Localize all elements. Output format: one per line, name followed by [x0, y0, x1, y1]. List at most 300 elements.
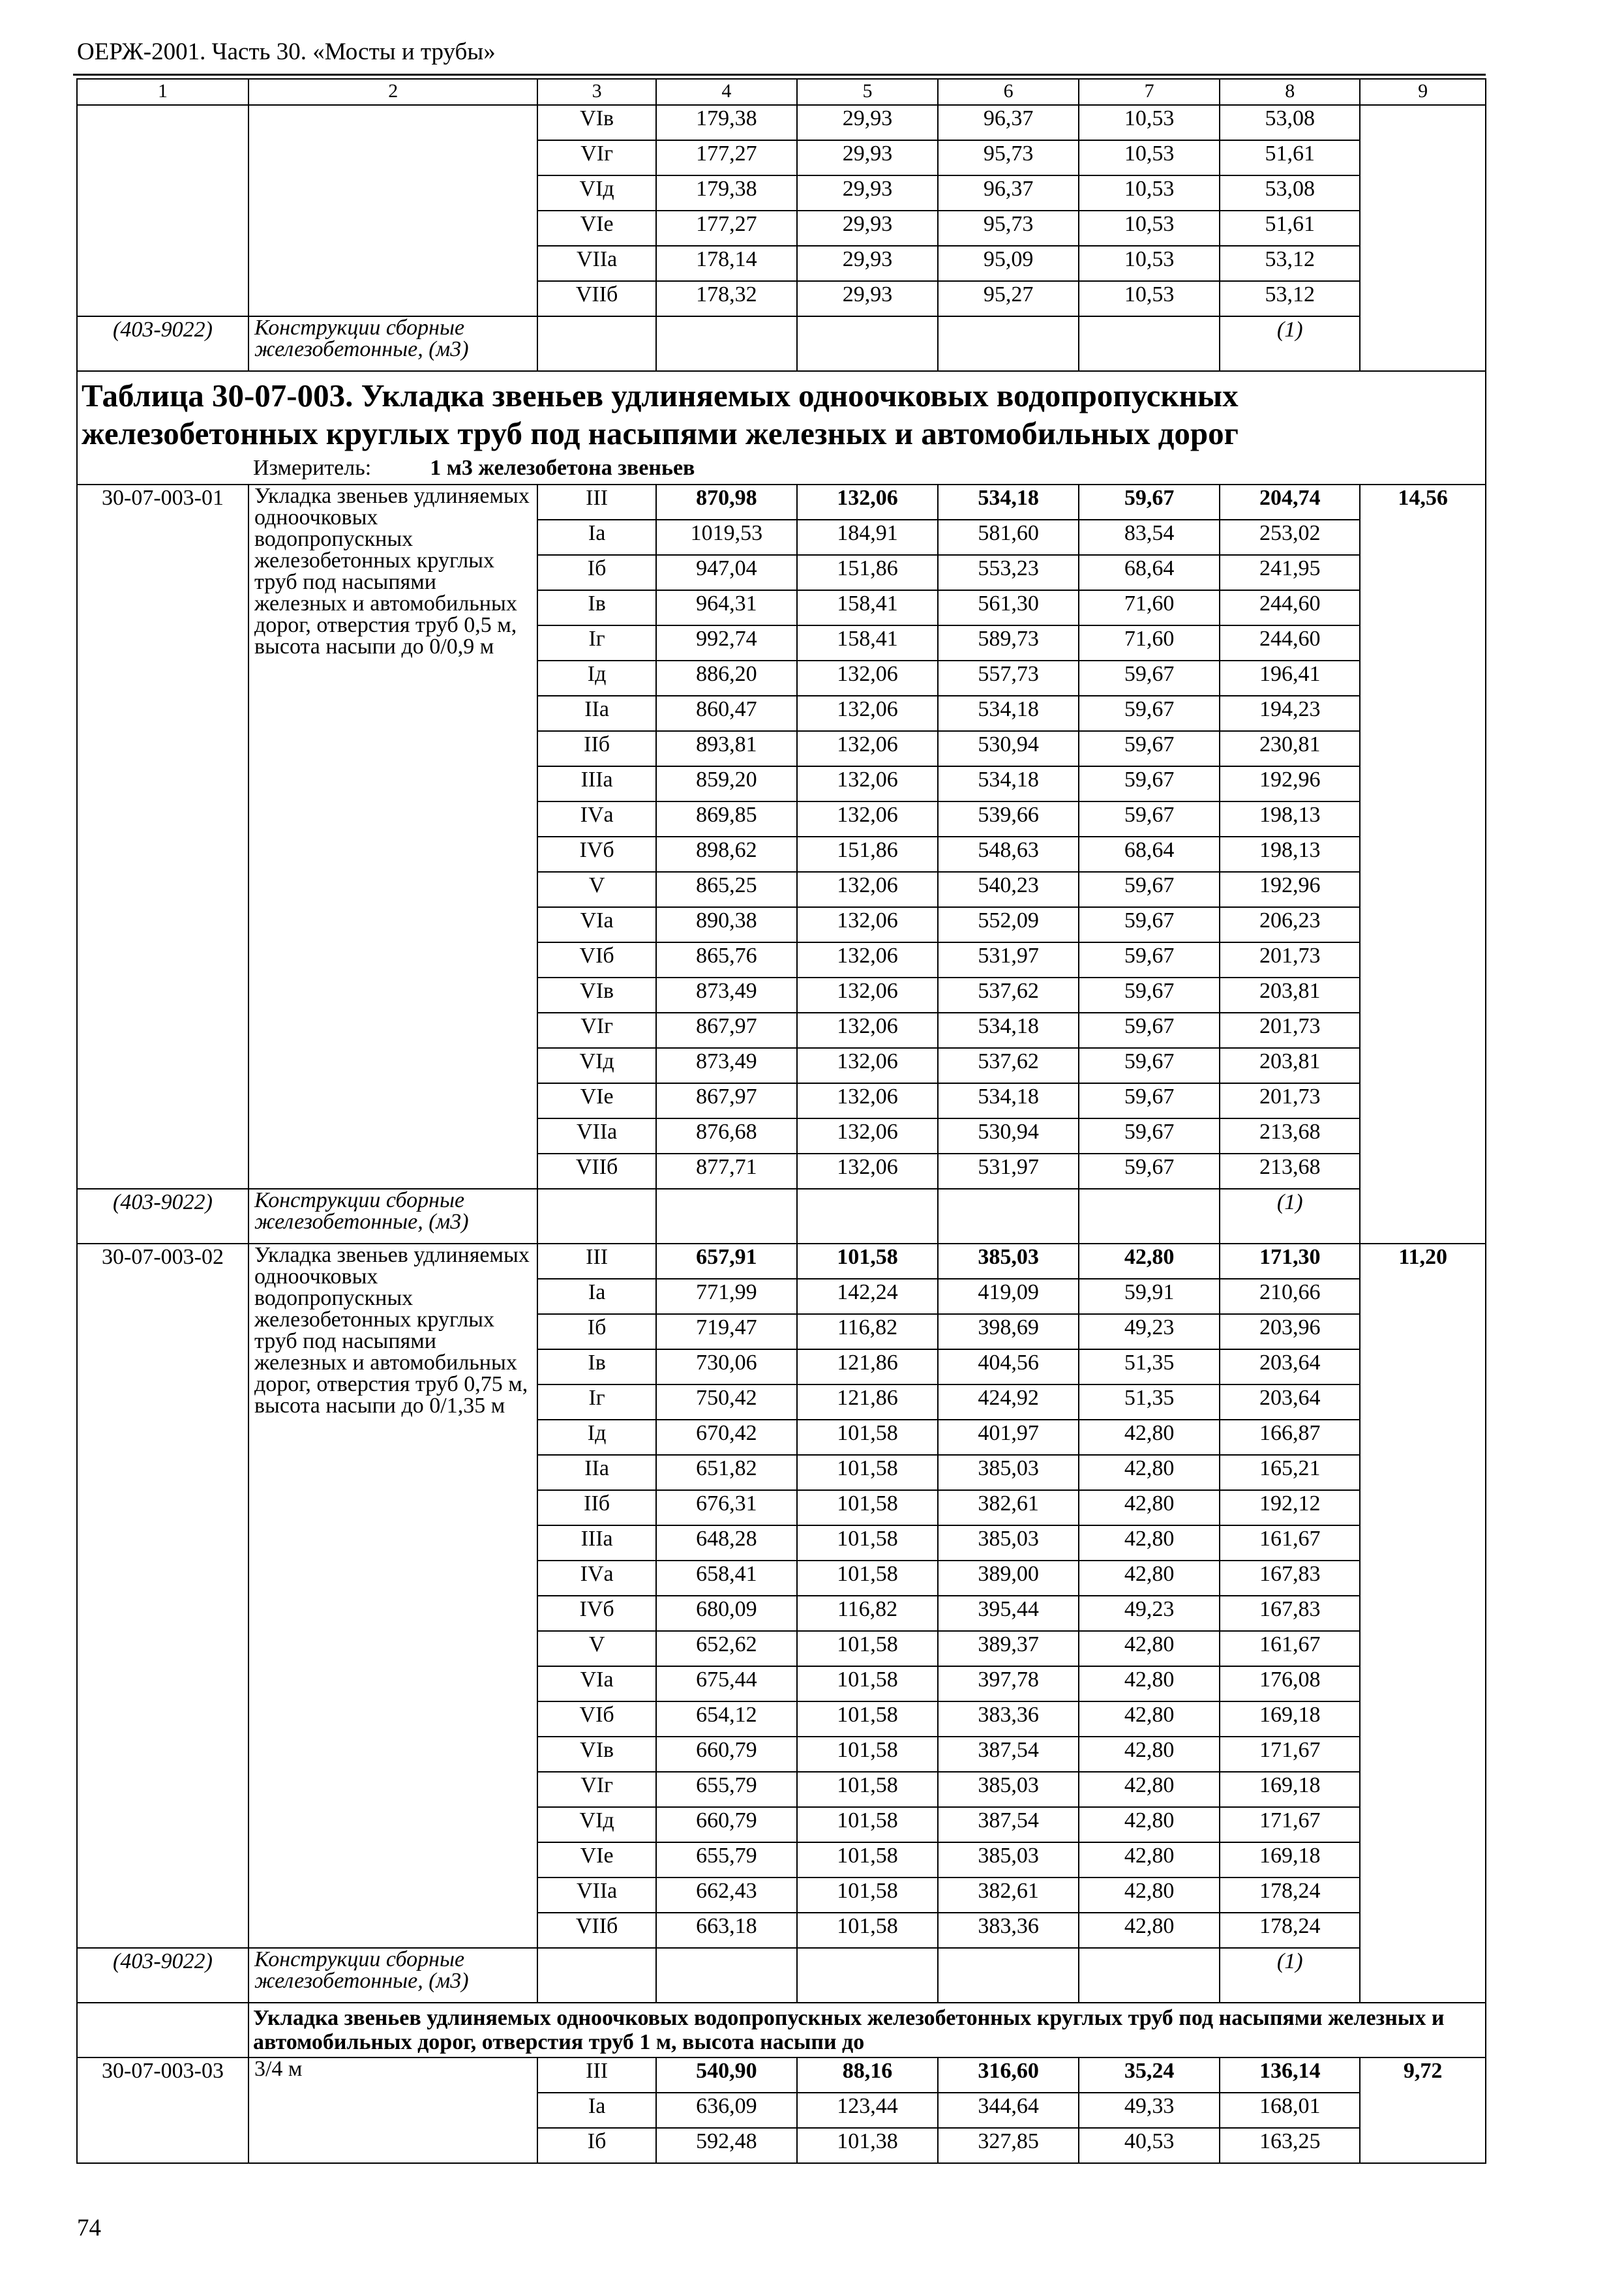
empty-cell: [537, 1189, 655, 1244]
value-cell: 101,58: [797, 1913, 938, 1948]
value-cell: 121,86: [797, 1384, 938, 1420]
value-cell: 557,73: [938, 661, 1079, 696]
note-row: [77, 1948, 1486, 2003]
column-number-cell: 4: [656, 79, 797, 105]
value-cell: 244,60: [1220, 590, 1360, 625]
value-cell: 101,58: [797, 1701, 938, 1737]
value-cell: 552,09: [938, 907, 1079, 942]
value-cell: 171,67: [1220, 1807, 1360, 1842]
table-title-cell: [77, 371, 1486, 485]
resource-code: (403-9022): [77, 316, 248, 371]
value-cell: 660,79: [656, 1807, 797, 1842]
region-cell: VIг: [537, 140, 655, 175]
column-number-cell: 6: [938, 79, 1079, 105]
region-cell: VIб: [537, 1701, 655, 1737]
column-number-row: [77, 79, 1486, 105]
value-cell: 389,00: [938, 1561, 1079, 1596]
value-cell: 101,58: [797, 1244, 938, 1279]
value-cell: 10,53: [1079, 211, 1220, 246]
region-cell: VIIа: [537, 1118, 655, 1154]
value-cell: 947,04: [656, 555, 797, 590]
value-cell: 177,27: [656, 211, 797, 246]
value-cell: 132,06: [797, 766, 938, 801]
value-cell: 96,37: [938, 105, 1079, 140]
value-cell: 51,35: [1079, 1384, 1220, 1420]
position-code: 30-07-003-01: [77, 485, 248, 1189]
empty-cell: [797, 316, 938, 371]
value-cell: 101,58: [797, 1631, 938, 1666]
value-cell: 652,62: [656, 1631, 797, 1666]
value-cell: 213,68: [1220, 1154, 1360, 1189]
value-cell: 132,06: [797, 1154, 938, 1189]
value-cell: 198,13: [1220, 801, 1360, 837]
note-row: [77, 1189, 1486, 1244]
region-cell: VIб: [537, 942, 655, 978]
table-row: [77, 1244, 1486, 1279]
value-cell: 395,44: [938, 1596, 1079, 1631]
value-cell: 196,41: [1220, 661, 1360, 696]
value-cell: 10,53: [1079, 140, 1220, 175]
position-description: Укладка звеньев удлиняемых одноочковых водопропускных железобетонных круглых труб под насыпями железных и автомобильных дорог, отверстия труб 0,75 м, высота насыпи до 0/1,35 м: [248, 1244, 537, 1948]
value-cell: 385,03: [938, 1772, 1079, 1807]
region-cell: VIа: [537, 907, 655, 942]
value-cell: 132,06: [797, 1048, 938, 1083]
value-cell: 1019,53: [656, 520, 797, 555]
value-cell: 540,90: [656, 2057, 797, 2093]
value-cell: 42,80: [1079, 1913, 1220, 1948]
table-title: Таблица 30-07-003. Укладка звеньев удлиняемых одноочковых водопропускных железобетонных круглых труб под насыпями железных и автомобильных дорог: [82, 378, 1239, 451]
region-cell: IIа: [537, 1455, 655, 1490]
value-cell: 101,58: [797, 1878, 938, 1913]
value-cell: 534,18: [938, 696, 1079, 731]
empty-cell: [77, 105, 248, 316]
value-cell: 663,18: [656, 1913, 797, 1948]
value-cell: 151,86: [797, 555, 938, 590]
running-header: ОЕРЖ-2001. Часть 30. «Мосты и трубы»: [77, 38, 496, 65]
value-cell: 873,49: [656, 1048, 797, 1083]
value-cell: 194,23: [1220, 696, 1360, 731]
resource-quantity: (1): [1220, 316, 1360, 371]
region-cell: IIб: [537, 731, 655, 766]
value-cell: 530,94: [938, 1118, 1079, 1154]
value-cell: 101,58: [797, 1561, 938, 1596]
value-cell: 176,08: [1220, 1666, 1360, 1701]
value-cell: 10,53: [1079, 246, 1220, 281]
column-number-cell: 2: [248, 79, 537, 105]
region-cell: VIе: [537, 211, 655, 246]
value-cell: 166,87: [1220, 1420, 1360, 1455]
value-cell: 867,97: [656, 1083, 797, 1118]
rates-table: [76, 78, 1486, 2164]
region-cell: VIг: [537, 1013, 655, 1048]
value-cell: 101,58: [797, 1525, 938, 1561]
value-cell: 29,93: [797, 175, 938, 211]
value-cell: 316,60: [938, 2057, 1079, 2093]
value-cell: 327,85: [938, 2128, 1079, 2163]
region-cell: IIб: [537, 1490, 655, 1525]
value-cell: 206,23: [1220, 907, 1360, 942]
header-rule: [73, 74, 1486, 76]
value-cell: 95,09: [938, 246, 1079, 281]
value-cell: 870,98: [656, 485, 797, 520]
value-cell: 385,03: [938, 1244, 1079, 1279]
value-cell: 648,28: [656, 1525, 797, 1561]
value-cell: 123,44: [797, 2093, 938, 2128]
region-cell: IIIа: [537, 766, 655, 801]
value-cell: 101,58: [797, 1772, 938, 1807]
empty-cell: [248, 105, 537, 316]
value-cell: 424,92: [938, 1384, 1079, 1420]
value-cell: 177,27: [656, 140, 797, 175]
value-cell: 553,23: [938, 555, 1079, 590]
value-cell: 404,56: [938, 1349, 1079, 1384]
value-cell: 192,12: [1220, 1490, 1360, 1525]
value-cell: 59,67: [1079, 801, 1220, 837]
value-cell: 59,67: [1079, 766, 1220, 801]
value-cell: 201,73: [1220, 942, 1360, 978]
value-cell: 385,03: [938, 1842, 1079, 1878]
empty-cell: [938, 316, 1079, 371]
value-cell: 385,03: [938, 1525, 1079, 1561]
empty-cell: [1079, 316, 1220, 371]
value-cell: 675,44: [656, 1666, 797, 1701]
value-cell: 387,54: [938, 1807, 1079, 1842]
value-cell: 42,80: [1079, 1666, 1220, 1701]
value-cell: 537,62: [938, 1048, 1079, 1083]
value-cell: 230,81: [1220, 731, 1360, 766]
value-cell: 132,06: [797, 485, 938, 520]
value-cell: 680,09: [656, 1596, 797, 1631]
region-cell: VIIа: [537, 246, 655, 281]
position-code: 30-07-003-03: [77, 2057, 248, 2163]
value-cell: 179,38: [656, 105, 797, 140]
empty-cell: [1079, 1948, 1220, 2003]
subheading-text: Укладка звеньев удлиняемых одноочковых водопропускных железобетонных круглых труб под насыпями железных и автомобильных дорог, отверстия труб 1 м, высота насыпи до: [248, 2003, 1486, 2057]
value-cell: 101,58: [797, 1807, 938, 1842]
value-cell: 534,18: [938, 485, 1079, 520]
region-cell: IVб: [537, 837, 655, 872]
empty-cell: [656, 1948, 797, 2003]
value-cell: 387,54: [938, 1737, 1079, 1772]
value-cell: 53,12: [1220, 281, 1360, 316]
value-cell: 730,06: [656, 1349, 797, 1384]
region-cell: VIIа: [537, 1878, 655, 1913]
value-cell: 161,67: [1220, 1631, 1360, 1666]
value-cell: 132,06: [797, 661, 938, 696]
empty-cell: [537, 1948, 655, 2003]
value-cell: 42,80: [1079, 1631, 1220, 1666]
value-cell: 29,93: [797, 211, 938, 246]
value-cell: 561,30: [938, 590, 1079, 625]
value-cell: 658,41: [656, 1561, 797, 1596]
value-cell: 662,43: [656, 1878, 797, 1913]
empty-cell: [797, 1948, 938, 2003]
value-cell: 95,73: [938, 211, 1079, 246]
value-cell: 210,66: [1220, 1279, 1360, 1314]
value-cell: 203,64: [1220, 1349, 1360, 1384]
region-cell: Iб: [537, 1314, 655, 1349]
value-cell: 68,64: [1079, 555, 1220, 590]
resource-code: (403-9022): [77, 1189, 248, 1244]
value-cell: 42,80: [1079, 1525, 1220, 1561]
value-cell: 178,32: [656, 281, 797, 316]
value-cell: 203,64: [1220, 1384, 1360, 1420]
value-cell: 241,95: [1220, 555, 1360, 590]
value-cell: 204,74: [1220, 485, 1360, 520]
value-cell: 49,23: [1079, 1596, 1220, 1631]
labor-cost: 11,20: [1360, 1244, 1486, 2003]
value-cell: 171,30: [1220, 1244, 1360, 1279]
value-cell: 531,97: [938, 1154, 1079, 1189]
region-cell: VIг: [537, 1772, 655, 1807]
value-cell: 59,67: [1079, 1083, 1220, 1118]
column-number-cell: 1: [77, 79, 248, 105]
empty-cell: [938, 1948, 1079, 2003]
region-cell: Iб: [537, 2128, 655, 2163]
value-cell: 49,33: [1079, 2093, 1220, 2128]
value-cell: 83,54: [1079, 520, 1220, 555]
value-cell: 171,67: [1220, 1737, 1360, 1772]
region-cell: IVб: [537, 1596, 655, 1631]
value-cell: 660,79: [656, 1737, 797, 1772]
region-cell: VIа: [537, 1666, 655, 1701]
resource-code: (403-9022): [77, 1948, 248, 2003]
resource-quantity: (1): [1220, 1189, 1360, 1244]
region-cell: IIIа: [537, 1525, 655, 1561]
value-cell: 203,81: [1220, 1048, 1360, 1083]
value-cell: 869,85: [656, 801, 797, 837]
value-cell: 382,61: [938, 1490, 1079, 1525]
value-cell: 383,36: [938, 1701, 1079, 1737]
value-cell: 132,06: [797, 872, 938, 907]
region-cell: Iд: [537, 661, 655, 696]
value-cell: 42,80: [1079, 1737, 1220, 1772]
value-cell: 859,20: [656, 766, 797, 801]
value-cell: 867,97: [656, 1013, 797, 1048]
value-cell: 29,93: [797, 105, 938, 140]
value-cell: 142,24: [797, 1279, 938, 1314]
resource-name: Конструкции сборные железобетонные, (м3): [248, 1948, 537, 2003]
value-cell: 10,53: [1079, 175, 1220, 211]
resource-quantity: (1): [1220, 1948, 1360, 2003]
value-cell: 192,96: [1220, 872, 1360, 907]
value-cell: 158,41: [797, 625, 938, 661]
value-cell: 116,82: [797, 1596, 938, 1631]
meter-value: 1 м3 железобетона звеньев: [430, 456, 695, 480]
value-cell: 101,58: [797, 1842, 938, 1878]
region-cell: III: [537, 2057, 655, 2093]
value-cell: 876,68: [656, 1118, 797, 1154]
value-cell: 873,49: [656, 978, 797, 1013]
subheading-row: [77, 2003, 1486, 2057]
value-cell: 169,18: [1220, 1701, 1360, 1737]
region-cell: Iг: [537, 1384, 655, 1420]
region-cell: V: [537, 872, 655, 907]
region-cell: IVа: [537, 801, 655, 837]
value-cell: 534,18: [938, 1083, 1079, 1118]
value-cell: 59,67: [1079, 696, 1220, 731]
value-cell: 382,61: [938, 1878, 1079, 1913]
value-cell: 198,13: [1220, 837, 1360, 872]
value-cell: 132,06: [797, 731, 938, 766]
value-cell: 178,24: [1220, 1913, 1360, 1948]
value-cell: 101,58: [797, 1490, 938, 1525]
value-cell: 655,79: [656, 1842, 797, 1878]
value-cell: 178,14: [656, 246, 797, 281]
column-number-cell: 8: [1220, 79, 1360, 105]
value-cell: 132,06: [797, 1013, 938, 1048]
table-row: [77, 485, 1486, 520]
value-cell: 42,80: [1079, 1490, 1220, 1525]
value-cell: 158,41: [797, 590, 938, 625]
value-cell: 771,99: [656, 1279, 797, 1314]
value-cell: 88,16: [797, 2057, 938, 2093]
value-cell: 530,94: [938, 731, 1079, 766]
region-cell: Iв: [537, 1349, 655, 1384]
region-cell: VIв: [537, 1737, 655, 1772]
value-cell: 101,58: [797, 1737, 938, 1772]
meter-label: Измеритель:: [253, 456, 372, 480]
value-cell: 51,35: [1079, 1349, 1220, 1384]
value-cell: 68,64: [1079, 837, 1220, 872]
empty-cell: [656, 1189, 797, 1244]
value-cell: 203,81: [1220, 978, 1360, 1013]
region-cell: Iа: [537, 520, 655, 555]
value-cell: 53,08: [1220, 105, 1360, 140]
value-cell: 101,58: [797, 1455, 938, 1490]
region-cell: VIIб: [537, 281, 655, 316]
empty-cell: [1079, 1189, 1220, 1244]
value-cell: 192,96: [1220, 766, 1360, 801]
value-cell: 71,60: [1079, 590, 1220, 625]
region-cell: IIа: [537, 696, 655, 731]
value-cell: 531,97: [938, 942, 1079, 978]
value-cell: 898,62: [656, 837, 797, 872]
region-cell: VIд: [537, 175, 655, 211]
value-cell: 893,81: [656, 731, 797, 766]
value-cell: 59,67: [1079, 942, 1220, 978]
value-cell: 534,18: [938, 1013, 1079, 1048]
empty-cell: [797, 1189, 938, 1244]
value-cell: 95,27: [938, 281, 1079, 316]
value-cell: 636,09: [656, 2093, 797, 2128]
value-cell: 136,14: [1220, 2057, 1360, 2093]
empty-cell: [656, 316, 797, 371]
value-cell: 201,73: [1220, 1083, 1360, 1118]
resource-name: Конструкции сборные железобетонные, (м3): [248, 1189, 537, 1244]
value-cell: 59,67: [1079, 907, 1220, 942]
table-title-row: [77, 371, 1486, 485]
value-cell: 890,38: [656, 907, 797, 942]
value-cell: 53,12: [1220, 246, 1360, 281]
value-cell: 163,25: [1220, 2128, 1360, 2163]
value-cell: 71,60: [1079, 625, 1220, 661]
value-cell: 101,58: [797, 1666, 938, 1701]
position-description: 3/4 м: [248, 2057, 537, 2163]
value-cell: 540,23: [938, 872, 1079, 907]
value-cell: 581,60: [938, 520, 1079, 555]
value-cell: 35,24: [1079, 2057, 1220, 2093]
column-number-cell: 7: [1079, 79, 1220, 105]
value-cell: 151,86: [797, 837, 938, 872]
region-cell: VIд: [537, 1807, 655, 1842]
value-cell: 385,03: [938, 1455, 1079, 1490]
value-cell: 42,80: [1079, 1561, 1220, 1596]
value-cell: 539,66: [938, 801, 1079, 837]
region-cell: VIе: [537, 1083, 655, 1118]
table-row: [77, 105, 1486, 140]
value-cell: 860,47: [656, 696, 797, 731]
value-cell: 40,53: [1079, 2128, 1220, 2163]
column-number-cell: 3: [537, 79, 655, 105]
value-cell: 132,06: [797, 696, 938, 731]
value-cell: 96,37: [938, 175, 1079, 211]
position-code: 30-07-003-02: [77, 1244, 248, 1948]
value-cell: 42,80: [1079, 1701, 1220, 1737]
empty-cell: [77, 2003, 248, 2057]
value-cell: 537,62: [938, 978, 1079, 1013]
table-row: [77, 2057, 1486, 2093]
value-cell: 654,12: [656, 1701, 797, 1737]
value-cell: 42,80: [1079, 1807, 1220, 1842]
value-cell: 592,48: [656, 2128, 797, 2163]
value-cell: 964,31: [656, 590, 797, 625]
value-cell: 201,73: [1220, 1013, 1360, 1048]
value-cell: 750,42: [656, 1384, 797, 1420]
column-number-cell: 5: [797, 79, 938, 105]
region-cell: Iа: [537, 2093, 655, 2128]
value-cell: 383,36: [938, 1913, 1079, 1948]
region-cell: Iг: [537, 625, 655, 661]
region-cell: Iб: [537, 555, 655, 590]
value-cell: 121,86: [797, 1349, 938, 1384]
value-cell: 49,23: [1079, 1314, 1220, 1349]
value-cell: 59,67: [1079, 978, 1220, 1013]
value-cell: 59,67: [1079, 872, 1220, 907]
value-cell: 132,06: [797, 942, 938, 978]
empty-cell: [1360, 105, 1486, 371]
value-cell: 132,06: [797, 1118, 938, 1154]
labor-cost: 9,72: [1360, 2057, 1486, 2163]
region-cell: Iд: [537, 1420, 655, 1455]
page-number: 74: [77, 2215, 101, 2241]
value-cell: 184,91: [797, 520, 938, 555]
value-cell: 132,06: [797, 978, 938, 1013]
value-cell: 10,53: [1079, 105, 1220, 140]
region-cell: III: [537, 1244, 655, 1279]
value-cell: 397,78: [938, 1666, 1079, 1701]
value-cell: 42,80: [1079, 1772, 1220, 1807]
value-cell: 132,06: [797, 907, 938, 942]
value-cell: 29,93: [797, 246, 938, 281]
value-cell: 116,82: [797, 1314, 938, 1349]
region-cell: Iв: [537, 590, 655, 625]
value-cell: 51,61: [1220, 140, 1360, 175]
region-cell: VIе: [537, 1842, 655, 1878]
value-cell: 29,93: [797, 140, 938, 175]
value-cell: 534,18: [938, 766, 1079, 801]
value-cell: 877,71: [656, 1154, 797, 1189]
region-cell: VIв: [537, 978, 655, 1013]
value-cell: 95,73: [938, 140, 1079, 175]
value-cell: 29,93: [797, 281, 938, 316]
value-cell: 59,67: [1079, 1048, 1220, 1083]
value-cell: 651,82: [656, 1455, 797, 1490]
value-cell: 51,61: [1220, 211, 1360, 246]
value-cell: 865,25: [656, 872, 797, 907]
value-cell: 59,67: [1079, 1154, 1220, 1189]
note-row: [77, 316, 1486, 371]
